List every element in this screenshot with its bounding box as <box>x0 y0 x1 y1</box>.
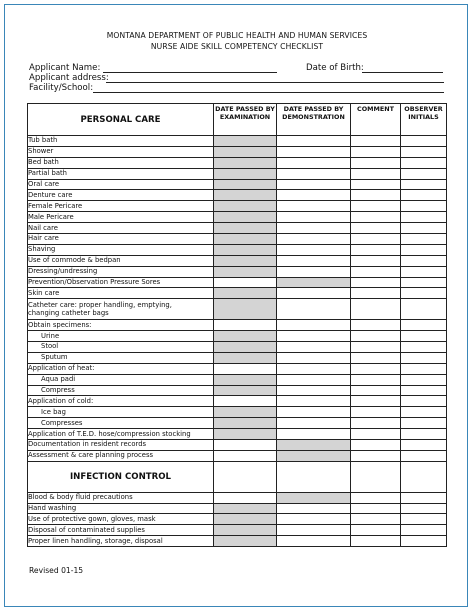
demo-cell[interactable] <box>277 363 351 374</box>
table-row <box>28 418 447 429</box>
comment-cell[interactable] <box>351 385 401 396</box>
skill-label: Assessment & care planning process <box>28 450 214 461</box>
demo-cell[interactable] <box>277 374 351 385</box>
comment-cell[interactable] <box>351 146 401 157</box>
skill-label: Use of protective gown, gloves, mask <box>28 514 214 525</box>
exam-cell <box>214 385 277 396</box>
exam-cell <box>214 136 277 147</box>
table-row <box>28 255 447 266</box>
demo-cell[interactable] <box>277 503 351 514</box>
exam-cell <box>214 536 277 547</box>
exam-cell[interactable] <box>214 320 277 331</box>
comment-cell[interactable] <box>351 136 401 147</box>
observer-initials-header: OBSERVER INITIALS <box>401 104 447 136</box>
comment-cell[interactable] <box>351 374 401 385</box>
skill-label: Application of heat: <box>28 363 214 374</box>
personal-care-header: PERSONAL CARE <box>28 104 214 136</box>
exam-cell <box>214 168 277 179</box>
exam-cell <box>214 503 277 514</box>
initials-cell[interactable] <box>401 418 447 429</box>
skill-label: Oral care <box>28 179 214 190</box>
table-row <box>28 342 447 353</box>
initials-cell[interactable] <box>401 266 447 277</box>
table-row <box>28 514 447 525</box>
demo-cell[interactable] <box>277 352 351 363</box>
comment-cell[interactable] <box>351 266 401 277</box>
skill-label: Skin care <box>28 288 214 299</box>
initials-cell[interactable] <box>401 503 447 514</box>
comment-cell[interactable] <box>351 407 401 418</box>
exam-cell <box>214 201 277 212</box>
comment-header: COMMENT <box>351 104 401 136</box>
comment-cell[interactable] <box>351 179 401 190</box>
exam-cell <box>214 418 277 429</box>
exam-cell <box>214 223 277 234</box>
table-row <box>28 288 447 299</box>
exam-cell[interactable] <box>214 277 277 288</box>
exam-cell <box>214 374 277 385</box>
comment-cell[interactable] <box>351 418 401 429</box>
table-row <box>28 244 447 255</box>
demo-cell[interactable] <box>277 342 351 353</box>
exam-cell[interactable] <box>214 440 277 451</box>
demo-cell <box>277 492 351 503</box>
skill-label: Denture care <box>28 190 214 201</box>
table-row <box>28 429 447 440</box>
skill-label: Application of cold: <box>28 396 214 407</box>
table-header-row <box>28 104 447 136</box>
exam-cell[interactable] <box>214 492 277 503</box>
skill-label: Compresses <box>28 418 214 429</box>
table-row <box>28 201 447 212</box>
initials-cell[interactable] <box>401 374 447 385</box>
demo-cell[interactable] <box>277 525 351 536</box>
date-of-birth-field[interactable] <box>362 72 443 73</box>
table-row <box>28 374 447 385</box>
skill-label: Proper linen handling, storage, disposal <box>28 536 214 547</box>
demo-cell[interactable] <box>277 223 351 234</box>
skill-label: Blood & body fluid precautions <box>28 492 214 503</box>
table-row <box>28 525 447 536</box>
initials-cell[interactable] <box>401 234 447 245</box>
skill-label: Aqua padi <box>28 374 214 385</box>
initials-cell[interactable] <box>401 396 447 407</box>
skill-label: Female Pericare <box>28 201 214 212</box>
comment-cell[interactable] <box>351 234 401 245</box>
demo-cell[interactable] <box>277 429 351 440</box>
comment-cell[interactable] <box>351 223 401 234</box>
exam-cell <box>214 255 277 266</box>
comment-cell[interactable] <box>351 299 401 320</box>
initials-cell[interactable] <box>401 168 447 179</box>
skill-label: Hair care <box>28 234 214 245</box>
skill-label <box>28 299 214 320</box>
comment-cell[interactable] <box>351 342 401 353</box>
comment-cell[interactable] <box>351 352 401 363</box>
comment-cell[interactable] <box>351 525 401 536</box>
applicant-name-field[interactable] <box>103 72 277 73</box>
exam-cell <box>214 288 277 299</box>
demo-cell[interactable] <box>277 136 351 147</box>
initials-cell[interactable] <box>401 492 447 503</box>
comment-cell[interactable] <box>351 514 401 525</box>
skill-label-line: changing catheter bags <box>28 309 109 318</box>
exam-cell <box>214 407 277 418</box>
table-row <box>28 503 447 514</box>
initials-cell[interactable] <box>401 299 447 320</box>
skill-label: Compress <box>28 385 214 396</box>
demo-cell[interactable] <box>277 168 351 179</box>
exam-cell <box>214 525 277 536</box>
demo-cell[interactable] <box>277 536 351 547</box>
initials-cell[interactable] <box>401 212 447 223</box>
initials-cell[interactable] <box>401 146 447 157</box>
demo-cell[interactable] <box>277 331 351 342</box>
exam-cell <box>214 190 277 201</box>
exam-cell <box>214 157 277 168</box>
table-row <box>28 450 447 461</box>
skill-label: Partial bath <box>28 168 214 179</box>
skill-label: Prevention/Observation Pressure Sores <box>28 277 214 288</box>
exam-cell <box>214 266 277 277</box>
table-row <box>28 157 447 168</box>
demo-cell <box>277 277 351 288</box>
table-row <box>28 492 447 503</box>
initials-cell[interactable] <box>401 407 447 418</box>
skill-label: Male Pericare <box>28 212 214 223</box>
date-passed-examination-header: DATE PASSED BY EXAMINATION <box>214 104 277 136</box>
comment-cell[interactable] <box>351 503 401 514</box>
exam-cell <box>214 429 277 440</box>
table-row <box>28 299 447 320</box>
competency-checklist-table <box>27 103 447 547</box>
demo-cell <box>277 440 351 451</box>
skill-label: Disposal of contaminated supplies <box>28 525 214 536</box>
table-row <box>28 277 447 288</box>
table-row <box>28 146 447 157</box>
exam-cell <box>214 331 277 342</box>
table-row <box>28 179 447 190</box>
demo-cell[interactable] <box>277 212 351 223</box>
demo-cell[interactable] <box>277 234 351 245</box>
skill-label: Use of commode & bedpan <box>28 255 214 266</box>
table-row <box>28 352 447 363</box>
demo-cell[interactable] <box>277 244 351 255</box>
table-row <box>28 331 447 342</box>
initials-cell[interactable] <box>401 288 447 299</box>
table-row <box>28 363 447 374</box>
exam-cell[interactable] <box>214 396 277 407</box>
initials-cell[interactable] <box>401 244 447 255</box>
date-of-birth-label: Date of Birth: <box>306 63 364 73</box>
demo-cell[interactable] <box>277 514 351 525</box>
exam-cell <box>214 514 277 525</box>
skill-label: Obtain specimens: <box>28 320 214 331</box>
demo-cell <box>277 461 351 492</box>
exam-cell <box>214 299 277 320</box>
table-row <box>28 536 447 547</box>
skill-label-line: Catheter care: proper handling, emptying, <box>28 300 172 309</box>
form-title: NURSE AIDE SKILL COMPETENCY CHECKLIST <box>150 42 324 51</box>
initials-cell[interactable] <box>401 190 447 201</box>
initials-cell[interactable] <box>401 363 447 374</box>
skill-label: Stool <box>28 342 214 353</box>
skill-label: Dressing/undressing <box>28 266 214 277</box>
skill-label: Urine <box>28 331 214 342</box>
exam-cell <box>214 179 277 190</box>
initials-cell[interactable] <box>401 277 447 288</box>
comment-cell[interactable] <box>351 440 401 451</box>
comment-cell[interactable] <box>351 190 401 201</box>
comment-cell[interactable] <box>351 363 401 374</box>
infection-control-header: INFECTION CONTROL <box>28 461 214 492</box>
demo-cell[interactable] <box>277 179 351 190</box>
demo-cell[interactable] <box>277 288 351 299</box>
facility-school-field[interactable] <box>93 92 444 93</box>
comment-cell[interactable] <box>351 255 401 266</box>
skill-label: Documentation in resident records <box>28 440 214 451</box>
date-passed-demonstration-header: DATE PASSED BY DEMONSTRATION <box>277 104 351 136</box>
skill-label: Tub bath <box>28 136 214 147</box>
comment-cell[interactable] <box>351 492 401 503</box>
initials-cell[interactable] <box>401 331 447 342</box>
agency-title: MONTANA DEPARTMENT OF PUBLIC HEALTH AND HUMAN SERVICES <box>106 31 368 40</box>
initials-cell[interactable] <box>401 450 447 461</box>
skill-label: Shaving <box>28 244 214 255</box>
table-row <box>28 190 447 201</box>
demo-cell[interactable] <box>277 299 351 320</box>
initials-cell[interactable] <box>401 514 447 525</box>
comment-cell[interactable] <box>351 168 401 179</box>
table-row <box>28 320 447 331</box>
comment-cell[interactable] <box>351 201 401 212</box>
exam-cell <box>214 342 277 353</box>
exam-cell[interactable] <box>214 450 277 461</box>
initials-cell[interactable] <box>401 536 447 547</box>
exam-cell <box>214 244 277 255</box>
initials-cell[interactable] <box>401 525 447 536</box>
demo-cell[interactable] <box>277 320 351 331</box>
comment-cell[interactable] <box>351 277 401 288</box>
demo-cell[interactable] <box>277 201 351 212</box>
comment-cell[interactable] <box>351 450 401 461</box>
initials-cell[interactable] <box>401 201 447 212</box>
table-row <box>28 168 447 179</box>
comment-cell[interactable] <box>351 320 401 331</box>
table-row <box>28 440 447 451</box>
initials-cell[interactable] <box>401 179 447 190</box>
applicant-address-label: Applicant address: <box>29 73 109 83</box>
table-row <box>28 234 447 245</box>
exam-cell <box>214 461 277 492</box>
comment-cell[interactable] <box>351 288 401 299</box>
initials-cell[interactable] <box>401 385 447 396</box>
comment-cell[interactable] <box>351 429 401 440</box>
exam-cell <box>214 234 277 245</box>
infection-control-header-row <box>28 461 447 492</box>
initials-cell[interactable] <box>401 223 447 234</box>
initials-cell[interactable] <box>401 440 447 451</box>
demo-cell[interactable] <box>277 266 351 277</box>
skill-label: Ice bag <box>28 407 214 418</box>
demo-cell[interactable] <box>277 407 351 418</box>
comment-cell[interactable] <box>351 157 401 168</box>
table-row <box>28 396 447 407</box>
initials-cell[interactable] <box>401 352 447 363</box>
demo-cell[interactable] <box>277 157 351 168</box>
table-row <box>28 136 447 147</box>
comment-cell[interactable] <box>351 331 401 342</box>
applicant-name-label: Applicant Name: <box>29 63 101 73</box>
table-row <box>28 385 447 396</box>
comment-cell <box>351 461 401 492</box>
skill-label: Nail care <box>28 223 214 234</box>
initials-cell[interactable] <box>401 157 447 168</box>
demo-cell[interactable] <box>277 146 351 157</box>
demo-cell[interactable] <box>277 385 351 396</box>
comment-cell[interactable] <box>351 536 401 547</box>
skill-label: Application of T.E.D. hose/compression stocking <box>28 429 214 440</box>
initials-cell[interactable] <box>401 342 447 353</box>
initials-cell[interactable] <box>401 429 447 440</box>
demo-cell <box>277 450 351 461</box>
table-row <box>28 407 447 418</box>
skill-label: Bed bath <box>28 157 214 168</box>
comment-cell[interactable] <box>351 212 401 223</box>
table-row <box>28 266 447 277</box>
initials-cell[interactable] <box>401 320 447 331</box>
revision-note: Revised 01-15 <box>29 566 84 575</box>
exam-cell <box>214 212 277 223</box>
skill-label: Shower <box>28 146 214 157</box>
demo-cell[interactable] <box>277 396 351 407</box>
table-row <box>28 212 447 223</box>
demo-cell[interactable] <box>277 418 351 429</box>
initials-cell <box>401 461 447 492</box>
exam-cell[interactable] <box>214 363 277 374</box>
demo-cell[interactable] <box>277 190 351 201</box>
initials-cell[interactable] <box>401 255 447 266</box>
initials-cell[interactable] <box>401 136 447 147</box>
demo-cell[interactable] <box>277 255 351 266</box>
table-row <box>28 223 447 234</box>
skill-label: Hand washing <box>28 503 214 514</box>
facility-school-label: Facility/School: <box>29 83 94 93</box>
comment-cell[interactable] <box>351 244 401 255</box>
exam-cell <box>214 352 277 363</box>
exam-cell <box>214 146 277 157</box>
comment-cell[interactable] <box>351 396 401 407</box>
applicant-address-field[interactable] <box>106 82 444 83</box>
skill-label: Sputum <box>28 352 214 363</box>
